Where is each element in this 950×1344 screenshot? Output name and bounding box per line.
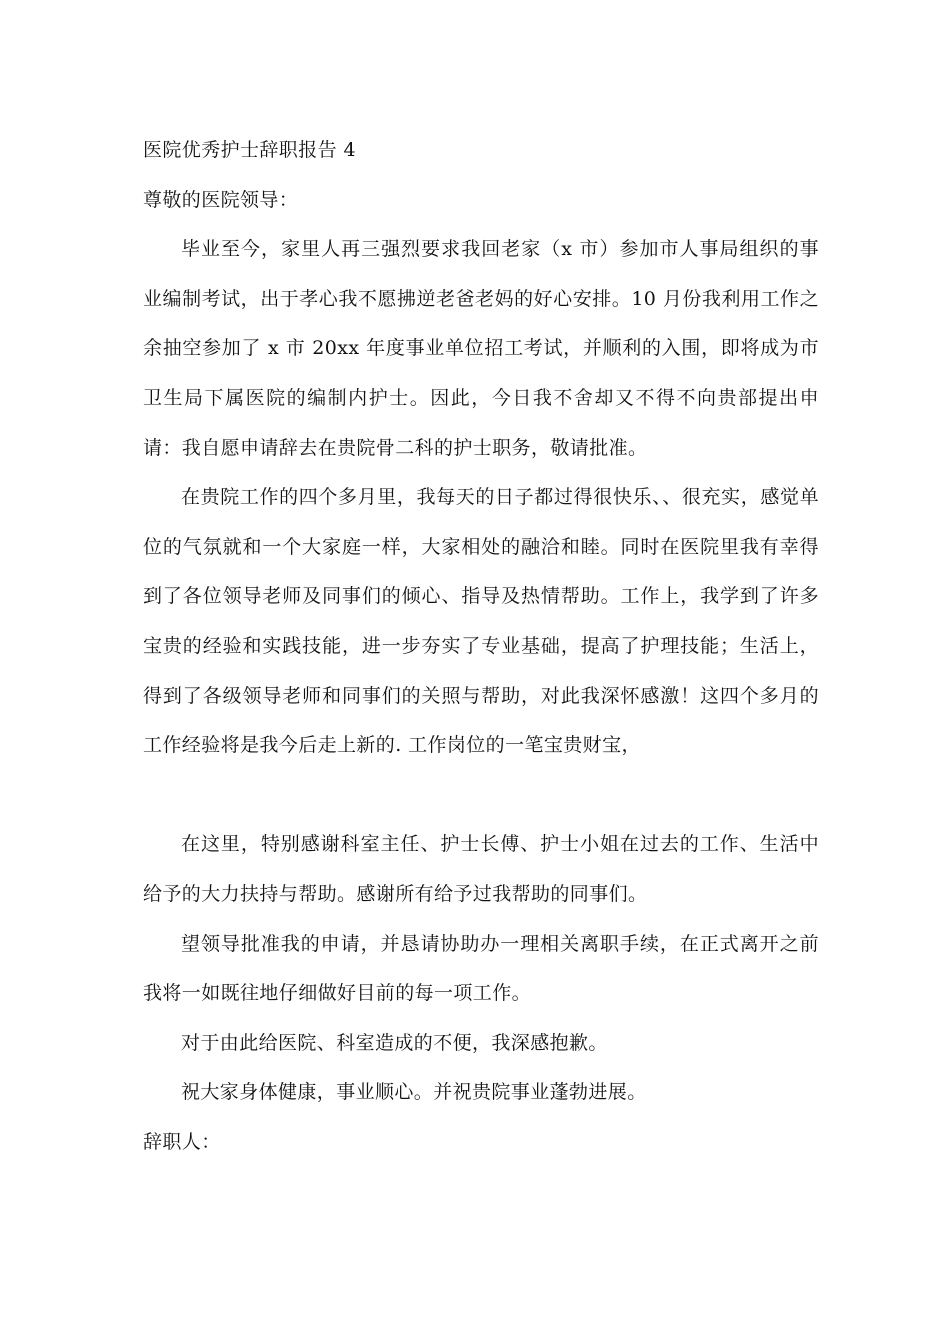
document-title: 医院优秀护士辞职报告 4	[143, 139, 356, 161]
paragraph-3: 在这里，特别感谢科室主任、护士长傅、护士小姐在过去的工作、生活中给予的大力扶持与帮助。感谢所有给予过我帮助的同事们。	[143, 833, 819, 905]
paragraph-5: 对于由此给医院、科室造成的不便，我深感抱歉。	[181, 1031, 608, 1054]
paragraph-1: 毕业至今，家里人再三强烈要求我回老家（x 市）参加市人事局组织的事业编制考试，出于孝心我不愿拂逆老爸老妈的好心安排。10 月份我利用工作之余抽空参加了 x 市 20xx 年度事业单位招工考试，并顺利的入围，即将成为市卫生局下属医院的编制内护士。因此，今日我不舍却又不得不向贵部提出申请：我自愿申请辞去在贵院骨二科的护士职务，敬请批准。	[143, 238, 819, 459]
paragraph-4: 望领导批准我的申请，并恳请协助办一理相关离职手续，在正式离开之前我将一如既往地仔细做好目前的每一项工作。	[143, 932, 819, 1005]
paragraph-spacer	[143, 771, 819, 821]
paragraph-2: 在贵院工作的四个多月里，我每天的日子都过得很快乐、、很充实，感觉单位的气氛就和一个大家庭一样，大家相处的融洽和睦。同时在医院里我有幸得到了各位领导老师及同事们的倾心、指导及热情帮助。工作上，我学到了许多宝贵的经验和实践技能，进一步夯实了专业基础，提高了护理技能；生活上，得到了各级领导老师和同事们的关照与帮助，对此我深怀感激！这四个多月的工作经验将是我今后走上新的. 工作岗位的一笔宝贵财宝，	[143, 486, 819, 757]
signature-label: 辞职人：	[143, 1130, 221, 1153]
document-body	[143, 126, 819, 1167]
paragraph-6: 祝大家身体健康，事业顺心。并祝贵院事业蓬勃进展。	[181, 1081, 647, 1104]
salutation: 尊敬的医院领导：	[143, 188, 299, 211]
